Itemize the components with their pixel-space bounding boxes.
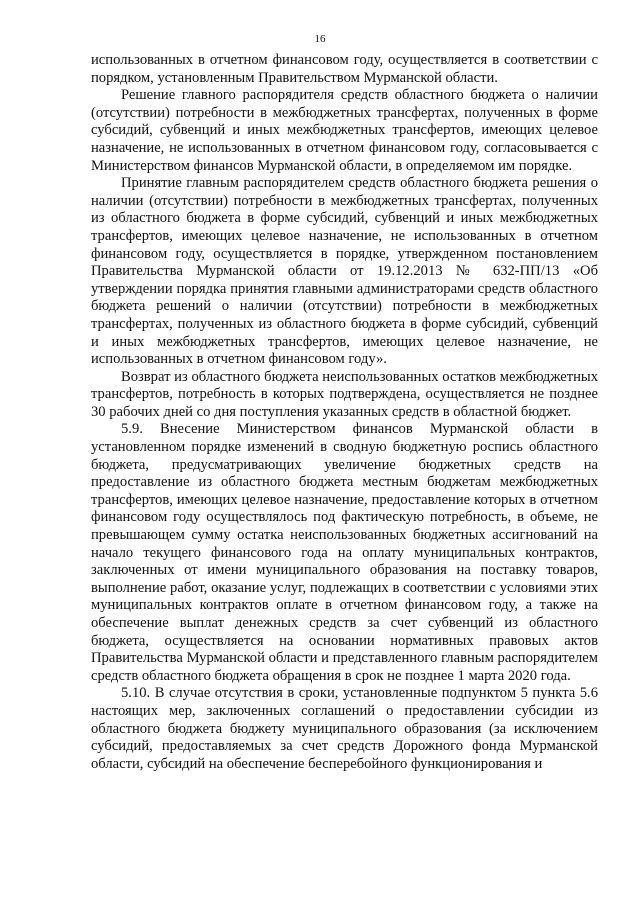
page-number: 16 (314, 33, 326, 45)
document-body (91, 52, 598, 773)
paragraph-5-9: 5.9. Внесение Министерством финансов Мурманской области в установленном порядке изменений в сводную бюджетную роспись областного бюджета, предусматривающих увеличение бюджетных средств на предоставление из областного бюджета местным бюджетам межбюджетных трансфертов, имеющих целевое назначение, предоставление которых в отчетном финансовом году осуществлялось под фактическую потребность, в объеме, не превышающем сумму остатка неиспользованных бюджетных ассигнований на начало текущего финансового года на оплату муниципальных контрактов, заключенных от имени муниципального образования на поставку товаров, выполнение работ, оказание услуг, подлежащих в соответствии с условиями этих муниципальных контрактов оплате в отчетном финансовом году, а также на обеспечение выплат денежных средств за счет субвенций из областного бюджета, осуществляется на основании нормативных правовых актов Правительства Мурманской области и представленного главным распорядителем средств областного бюджета обращения в срок не позднее 1 марта 2020 года. (91, 421, 598, 684)
paragraph-decision: Решение главного распорядителя средств областного бюджета о наличии (отсутствии) потребности в межбюджетных трансфертах, полученных в форме субсидий, субвенций и иных межбюджетных трансфертов, имеющих целевое назначение, не использованных в отчетном финансовом году, согласовывается с Министерством финансов Мурманской области, в определяемом им порядке. (91, 87, 598, 174)
paragraph-adoption: Принятие главным распорядителем средств областного бюджета решения о наличии (отсутствии) потребности в межбюджетных трансфертах, полученных из областного бюджета в форме субсидий, субвенций и иных межбюджетных трансфертов, имеющих целевое назначение, не использованных в отчетном финансовом году, осуществляется в порядке, утвержденном постановлением Правительства Мурманской области от 19.12.2013 № 632-ПП/13 «Об утверждении порядка принятия главными администраторами средств областного бюджета решений о наличии (отсутствии) потребности в межбюджетных трансфертах, полученных из областного бюджета в форме субсидий, субвенций и иных межбюджетных трансфертов, имеющих целевое назначение, не использованных в отчетном финансовом году». (91, 175, 598, 368)
paragraph-5-10: 5.10. В случае отсутствия в сроки, установленные подпунктом 5 пункта 5.6 настоящих мер, заключенных соглашений о предоставлении субсидии из областного бюджета бюджету муниципального образования (за исключением субсидий, предоставляемых за счет средств Дорожного фонда Мурманской области, субсидий на обеспечение бесперебойного функционирования и (91, 685, 598, 772)
paragraph-continuation: использованных в отчетном финансовом году, осуществляется в соответствии с порядком, установленным Правительством Мурманской области. (91, 52, 598, 86)
paragraph-return: Возврат из областного бюджета неиспользованных остатков межбюджетных трансфертов, потребность в которых подтверждена, осуществляется не позднее 30 рабочих дней со дня поступления указанных средств в областной бюджет. (91, 368, 598, 420)
